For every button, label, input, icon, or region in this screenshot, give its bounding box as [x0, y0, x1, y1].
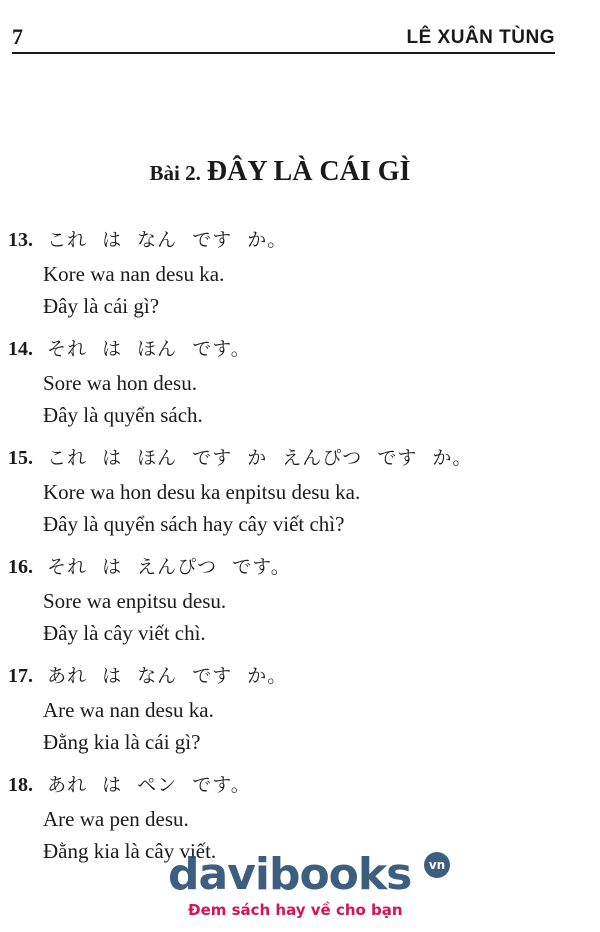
phrase-japanese: あれ は ペン です。 [47, 774, 251, 796]
phrase-heading [8, 222, 588, 258]
phrase-vietnamese: Đây là cái gì? [43, 294, 160, 318]
page-header [12, 22, 555, 54]
phrase-romaji: Sore wa hon desu. [43, 371, 197, 395]
phrase-list [8, 222, 588, 876]
watermark-vn-badge: vn [424, 852, 450, 878]
phrase-japanese: あれ は なん です か。 [47, 665, 288, 687]
page-number: 7 [12, 24, 23, 49]
phrase-romaji: Kore wa hon desu ka enpitsu desu ka. [43, 480, 361, 504]
phrase-entry [8, 331, 588, 440]
phrase-heading [8, 549, 588, 585]
phrase-romaji: Sore wa enpitsu desu. [43, 589, 227, 613]
lesson-name: ĐÂY LÀ CÁI GÌ [206, 156, 411, 187]
phrase-number: 15. [8, 447, 33, 469]
header-rule [12, 52, 555, 54]
phrase-japanese: それ は えんぴつ です。 [47, 556, 291, 578]
phrase-japanese: それ は ほん です。 [47, 338, 251, 360]
phrase-number: 16. [8, 556, 33, 578]
phrase-number: 17. [8, 665, 33, 687]
phrase-number: 13. [8, 229, 33, 251]
phrase-vietnamese: Đằng kia là cái gì? [43, 730, 201, 754]
phrase-entry [8, 222, 588, 331]
phrase-entry [8, 440, 588, 549]
lesson-title [0, 152, 560, 196]
phrase-vietnamese: Đằng kia là cây viết. [43, 839, 217, 863]
phrase-number: 14. [8, 338, 33, 360]
lesson-prefix: Bài 2. [149, 161, 201, 185]
author-name: LÊ XUÂN TÙNG [406, 27, 555, 48]
phrase-japanese: これ は なん です か。 [47, 229, 288, 251]
phrase-heading [8, 440, 588, 476]
phrase-vietnamese: Đây là quyển sách hay cây viết chì? [43, 512, 345, 536]
phrase-entry [8, 549, 588, 658]
phrase-heading [8, 331, 588, 367]
phrase-vietnamese: Đây là cây viết chì. [43, 621, 206, 645]
watermark-logo: davibooks [168, 849, 412, 900]
phrase-romaji: Are wa pen desu. [43, 807, 189, 831]
phrase-number: 18. [8, 774, 33, 796]
phrase-heading [8, 658, 588, 694]
phrase-vietnamese: Đây là quyển sách. [43, 403, 203, 427]
phrase-entry [8, 658, 588, 767]
watermark-tagline: Đem sách hay về cho bạn [188, 901, 403, 919]
phrase-heading [8, 767, 588, 803]
phrase-romaji: Are wa nan desu ka. [43, 698, 214, 722]
phrase-romaji: Kore wa nan desu ka. [43, 262, 225, 286]
phrase-japanese: これ は ほん です か えんぴつ です か。 [47, 447, 473, 469]
davibooks-watermark [168, 848, 458, 928]
